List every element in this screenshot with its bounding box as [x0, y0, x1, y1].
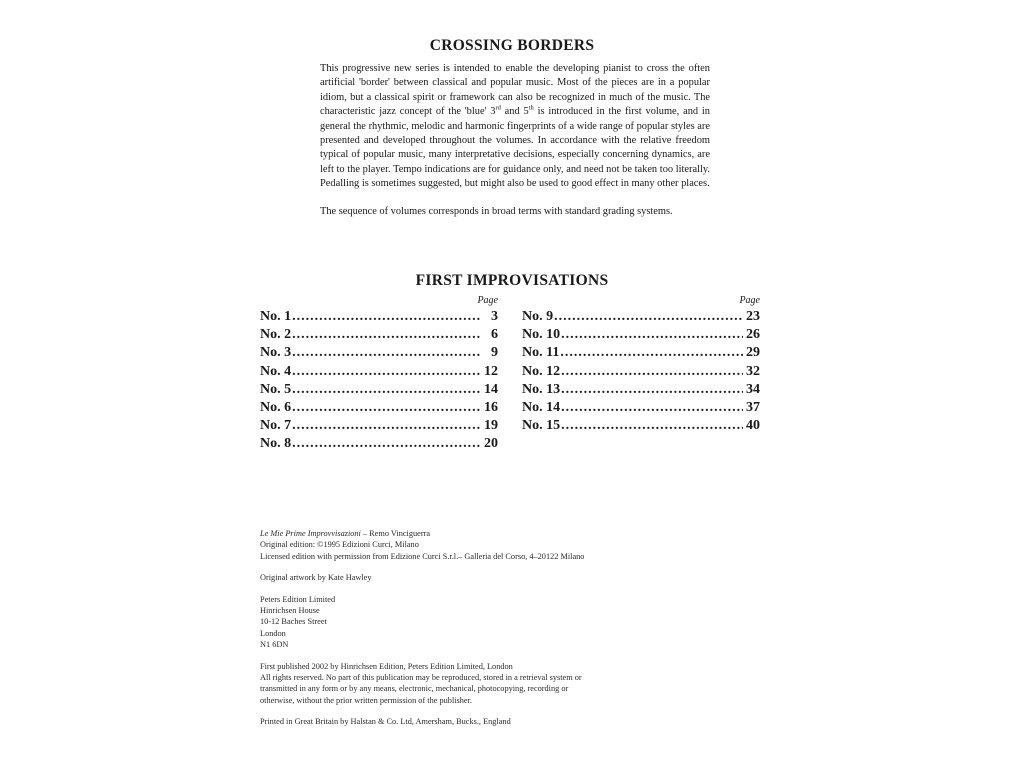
toc-entry-page: 3	[491, 309, 498, 324]
dot-leader	[560, 345, 743, 361]
dot-leader	[561, 327, 743, 343]
dot-leader	[292, 364, 481, 380]
address-line: London	[260, 628, 286, 638]
original-title: Le Mie Prime Improvvisazioni	[260, 529, 361, 538]
intro-text-part3: is introduced in the first volume, and in general the rhythmic, melodic and harmonic fingerprints of a wide range of popular styles are presented and developed throughout the volumes. In accordance with the relative freedom typical of popular music, many interpretative decisions, especially concerning dynamics, are left to the player. Tempo indications are for guidance only, and need not be taken too literally. Pedalling is sometimes suggested, but might also be used to good effect in many other places.	[320, 106, 710, 190]
toc-entry	[260, 418, 498, 436]
toc-entry-page: 34	[746, 381, 760, 397]
dot-leader	[292, 309, 481, 325]
licensed-edition: Licensed edition with permission from Edizione Curci S.r.l.– Galleria del Corso, 4–20122 Milano	[260, 551, 585, 561]
printed-line: Printed in Great Britain by Halstan & Co. Ltd, Amersham, Bucks., England	[260, 717, 511, 727]
toc-entry	[522, 382, 760, 400]
toc-entry-label: No. 9	[522, 309, 554, 324]
toc-entry-label: No. 6	[260, 399, 292, 415]
toc-entry	[260, 327, 498, 345]
toc-entry	[260, 382, 498, 400]
sequence-paragraph: The sequence of volumes corresponds in broad terms with standard grading systems.	[320, 205, 673, 217]
toc-entry-page: 19	[484, 418, 498, 434]
dot-leader	[561, 382, 743, 398]
toc-entry-label: No. 8	[260, 436, 292, 452]
toc-entry-page: 16	[484, 399, 498, 415]
toc-entry-label: No. 4	[260, 363, 292, 379]
toc-entry-label: No. 3	[260, 345, 292, 361]
toc-entry-label: No. 7	[260, 418, 292, 434]
dot-leader	[292, 327, 481, 343]
dot-leader	[292, 436, 481, 452]
dot-leader	[292, 382, 481, 398]
toc-entry	[260, 309, 498, 327]
toc-entry-page: 6	[491, 327, 498, 343]
toc-entry-label: No. 10	[522, 327, 561, 343]
toc-entry	[522, 327, 760, 345]
toc-entry	[260, 436, 498, 454]
rights-line: otherwise, without the prior written permission of the publisher.	[260, 695, 472, 705]
toc-entry-page: 14	[484, 381, 498, 397]
rights-line: All rights reserved. No part of this publication may be reproduced, stored in a retrieval system or	[260, 673, 582, 683]
toc-entry-label: No. 11	[522, 345, 560, 361]
address-line: Hinrichsen House	[260, 606, 320, 616]
address-line: 10-12 Baches Street	[260, 617, 327, 627]
credits-block	[260, 528, 620, 728]
toc-entry-page: 37	[746, 399, 760, 415]
superscript-rd: rd	[495, 104, 501, 112]
intro-text-part1: This progressive new series is intended to enable the developing pianist to cross the often artificial 'border' between classical and popular music. Most of the pieces are in a popular idiom, but a classical spirit or framework can also be recognized in much of the music. The characteristic jazz concept of the 'blue' 3	[320, 63, 710, 118]
artwork-credit: Original artwork by Kate Hawley	[260, 573, 372, 583]
dot-leader	[554, 309, 743, 325]
dot-leader	[561, 400, 743, 416]
toc-entry-page: 26	[746, 327, 760, 343]
toc-entry-label: No. 5	[260, 381, 292, 397]
toc-entry-page: 20	[484, 436, 498, 452]
toc-entry	[260, 400, 498, 418]
section-title-crossing-borders: CROSSING BORDERS	[429, 37, 595, 54]
toc-entry	[522, 400, 760, 418]
toc-entry	[522, 309, 760, 327]
toc-entry	[260, 364, 498, 382]
toc-entry	[522, 364, 760, 382]
toc-entry-label: No. 12	[522, 363, 561, 379]
original-edition: Original edition: ©1995 Edizioni Curci, Milano	[260, 540, 419, 550]
rights-line: transmitted in any form or by any means, electronic, mechanical, photocopying, recording or	[260, 684, 569, 694]
toc-right-column	[522, 295, 760, 436]
toc-entry-label: No. 15	[522, 418, 561, 434]
intro-text	[320, 62, 710, 219]
original-author: – Remo Vinciguerra	[360, 529, 431, 538]
toc-entry	[522, 345, 760, 363]
dot-leader	[292, 345, 481, 361]
toc-entry-page: 12	[484, 363, 498, 379]
publisher-line: Peters Edition Limited	[260, 594, 336, 604]
dot-leader	[561, 364, 743, 380]
toc-entry-label: No. 13	[522, 381, 561, 397]
toc-entry-page: 40	[746, 418, 760, 434]
toc-entry-label: No. 1	[260, 309, 292, 324]
intro-paragraph	[320, 62, 710, 192]
toc-entry	[260, 345, 498, 363]
toc-entry-page: 29	[746, 345, 760, 361]
original-title-line	[260, 528, 620, 539]
dot-leader	[561, 418, 743, 434]
toc-entry	[522, 418, 760, 436]
first-published: First published 2002 by Hinrichsen Edition, Peters Edition Limited, London	[260, 661, 513, 671]
toc-entry-page: 32	[746, 363, 760, 379]
address-line: N1 6DN	[260, 640, 289, 650]
toc-entry-label: No. 2	[260, 327, 292, 343]
page-column-header: Page	[477, 295, 498, 306]
dot-leader	[292, 418, 481, 434]
toc-entry-page: 23	[746, 309, 760, 324]
section-title-first-improvisations: FIRST IMPROVISATIONS	[415, 272, 609, 289]
dot-leader	[292, 400, 481, 416]
toc-entry-page: 9	[491, 345, 498, 361]
page-column-header: Page	[739, 295, 760, 306]
toc-entry-label: No. 14	[522, 399, 561, 415]
intro-text-part2: and 5	[500, 106, 529, 118]
toc-left-column	[260, 295, 498, 455]
superscript-th: th	[528, 104, 534, 112]
